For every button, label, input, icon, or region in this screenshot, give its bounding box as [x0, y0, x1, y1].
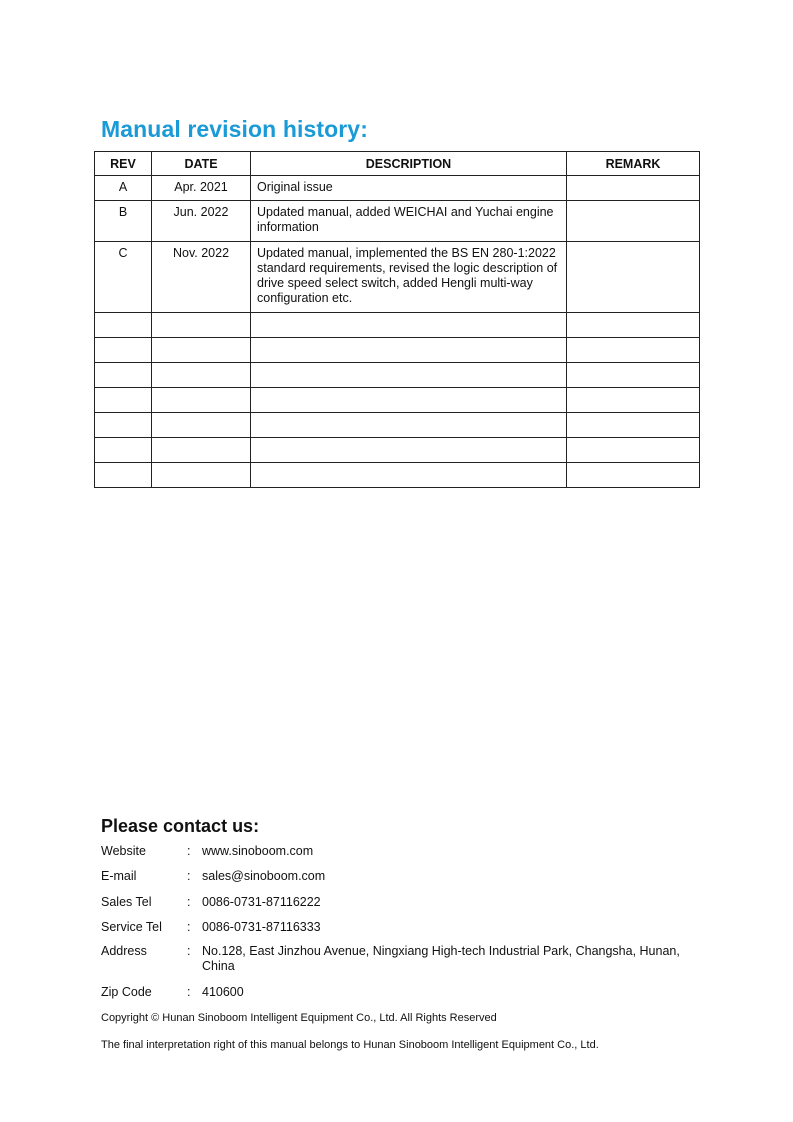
empty-cell [567, 338, 700, 363]
empty-row [95, 388, 700, 413]
revision-table [94, 151, 700, 488]
remark-cell [567, 242, 700, 313]
table-row [95, 201, 700, 242]
empty-cell [567, 413, 700, 438]
empty-cell [251, 438, 567, 463]
empty-row [95, 338, 700, 363]
empty-cell [251, 363, 567, 388]
empty-cell [152, 313, 251, 338]
copyright-text: Copyright © Hunan Sinoboom Intelligent Equipment Co., Ltd. All Rights Reserved [101, 1012, 497, 1024]
empty-cell [152, 388, 251, 413]
header-date: DATE [152, 152, 251, 176]
empty-cell [95, 413, 152, 438]
empty-cell [251, 463, 567, 488]
email-link[interactable]: sales@sinoboom.com [202, 869, 326, 883]
empty-cell [567, 388, 700, 413]
empty-cell [95, 313, 152, 338]
empty-cell [152, 463, 251, 488]
address-label: Address [101, 944, 147, 958]
empty-row [95, 363, 700, 388]
sales-tel-label: Sales Tel [101, 895, 152, 909]
date-cell: Nov. 2022 [152, 242, 251, 313]
empty-cell [95, 388, 152, 413]
empty-cell [152, 413, 251, 438]
empty-cell [251, 338, 567, 363]
service-tel-label: Service Tel [101, 920, 162, 934]
description-cell: Updated manual, implemented the BS EN 280-1:2022 standard requirements, revised the logic description of drive speed select switch, added Hengli multi-way configuration etc. [251, 242, 567, 313]
rev-cell: B [95, 201, 152, 242]
table-row [95, 176, 700, 201]
service-tel-value: 0086-0731-87116333 [202, 920, 321, 934]
colon: : [187, 985, 191, 999]
empty-cell [152, 363, 251, 388]
colon: : [187, 869, 191, 883]
colon: : [187, 844, 191, 858]
revision-history-title: Manual revision history: [101, 116, 368, 142]
remark-cell [567, 176, 700, 201]
empty-cell [251, 313, 567, 338]
description-cell: Original issue [251, 176, 567, 201]
colon: : [187, 895, 191, 909]
empty-row [95, 438, 700, 463]
empty-cell [95, 363, 152, 388]
website-label: Website [101, 844, 146, 858]
header-description: DESCRIPTION [251, 152, 567, 176]
rev-cell: A [95, 176, 152, 201]
empty-cell [95, 438, 152, 463]
empty-cell [567, 363, 700, 388]
colon: : [187, 920, 191, 934]
header-rev: REV [95, 152, 152, 176]
header-remark: REMARK [567, 152, 700, 176]
empty-cell [567, 463, 700, 488]
empty-cell [567, 438, 700, 463]
sales-tel-value: 0086-0731-87116222 [202, 895, 321, 909]
empty-cell [251, 388, 567, 413]
remark-cell [567, 201, 700, 242]
contact-title: Please contact us: [101, 816, 260, 836]
empty-cell [95, 463, 152, 488]
zip-code-value: 410600 [202, 985, 244, 999]
table-row [95, 242, 700, 313]
empty-cell [152, 438, 251, 463]
colon: : [187, 944, 191, 958]
website-link[interactable]: www.sinoboom.com [202, 844, 314, 858]
description-cell: Updated manual, added WEICHAI and Yuchai engine information [251, 201, 567, 242]
table-header-row [95, 152, 700, 176]
empty-cell [567, 313, 700, 338]
email-label: E-mail [101, 869, 137, 883]
date-cell: Jun. 2022 [152, 201, 251, 242]
interpretation-text: The final interpretation right of this manual belongs to Hunan Sinoboom Intelligent Equipment Co., Ltd. [101, 1039, 599, 1051]
empty-cell [152, 338, 251, 363]
rev-cell: C [95, 242, 152, 313]
empty-row [95, 413, 700, 438]
empty-row [95, 313, 700, 338]
address-value: No.128, East Jinzhou Avenue, Ningxiang High-tech Industrial Park, Changsha, Hunan, China [202, 944, 680, 973]
empty-cell [251, 413, 567, 438]
empty-cell [95, 338, 152, 363]
zip-code-label: Zip Code [101, 985, 152, 999]
date-cell: Apr. 2021 [152, 176, 251, 201]
empty-row [95, 463, 700, 488]
